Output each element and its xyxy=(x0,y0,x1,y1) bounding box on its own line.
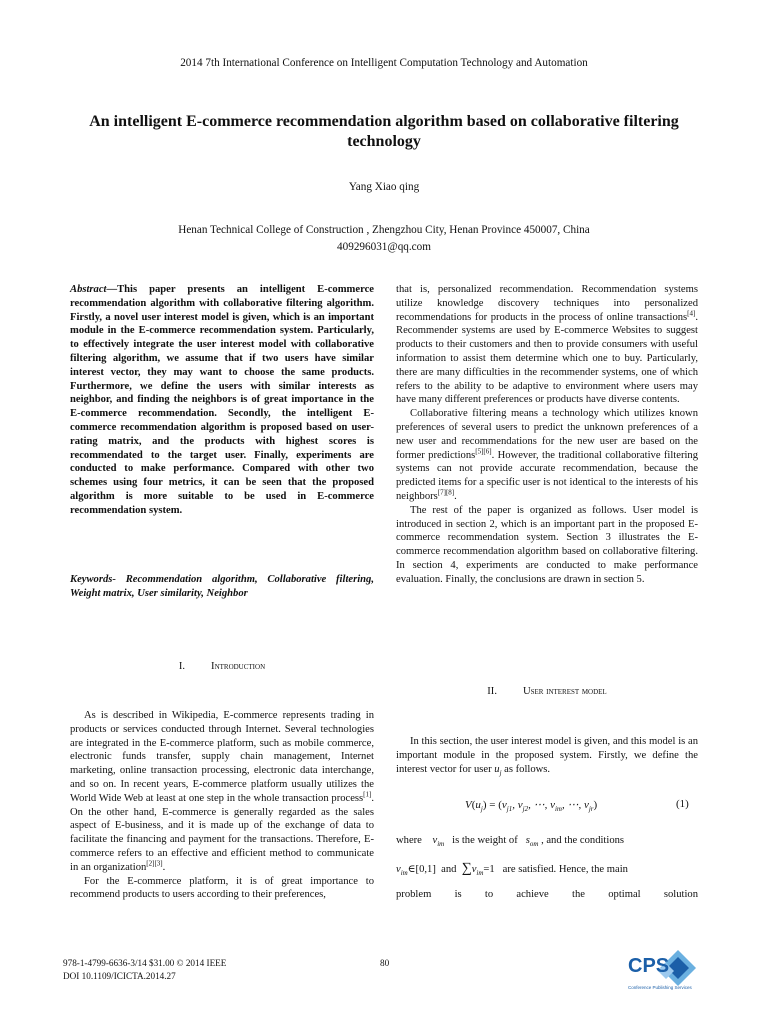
isbn-line: 978-1-4799-6636-3/14 $31.00 © 2014 IEEE xyxy=(63,958,227,968)
abstract xyxy=(70,283,374,518)
right-paragraph-2: Collaborative filtering means a technology which utilizes known preferences of several users to predict the unknown preferences of a new user and recommendations for the new user are based on the former predictions[5][6]. However, the traditional collaborative filtering systems can not provide accurate recommendation, because the predicted items for a specific user is not identical to the interests of his neighbors[7][8]. xyxy=(396,408,699,502)
email: 409296031@qq.com xyxy=(337,241,431,253)
intro-paragraph-1: As is described in Wikipedia, E-commerce represents trading in products or services conducted through Internet. Several technologies are integrated in the E-commerce platform, such as mobile commerce, electronic funds transfer, supply chain management, Internet marketing, online transaction processing, electronic data interchange, and so on. In recent years, E-commerce platform usually utilizes the World Wide Web at least at one step in the whole transaction process[1]. On the other hand, E-commerce is generally regarded as the sales aspect of E-business, and it is made up of the exchange of data to facilitate the financing and payment for the transactions. Therefore, E-commerce refers to an effective and efficient method to communicate in an organization[2][3]. xyxy=(70,710,374,873)
keywords: Keywords- Recommendation algorithm, Collaborative filtering, Weight matrix, User similarity, Neighbor xyxy=(70,574,374,599)
footer-left xyxy=(63,957,226,983)
section-number: I. xyxy=(178,661,186,672)
section-title: User interest model xyxy=(522,686,607,697)
right-paragraph-3: The rest of the paper is organized as follows. User model is introduced in section 2, which is an important part in the proposed E-commerce recommendation system. Section 3 illustrates the E-commerce recommendation algorithm based on collaborative filtering. In section 4, experiments are conducted to make performance evaluation. Finally, the conclusions are drawn in section 5. xyxy=(396,504,698,585)
author: Yang Xiao qing xyxy=(348,181,420,193)
section-heading-user-interest-model xyxy=(396,686,698,697)
abstract-label: Abstract xyxy=(70,284,107,295)
equation-explanation-line-3: problem is to achieve the optimal solution xyxy=(396,889,698,900)
section-title: Introduction xyxy=(211,661,266,672)
intro-paragraph-2: For the E-commerce platform, it is of great importance to recommend products to users according to their preferences, xyxy=(70,875,374,901)
cps-logo-subtitle: Conference Publishing Services xyxy=(628,985,692,990)
user-model-paragraph: In this section, the user interest model is given, and this model is an important module in the proposed system. Firstly, we define the interest vector for user $u_j$ as follows. xyxy=(396,736,698,777)
cps-logo-text: CPS xyxy=(628,955,670,977)
cps-logo xyxy=(626,947,706,997)
paper-title: An intelligent E-commerce recommendation algorithm based on collaborative filtering technology xyxy=(89,113,679,150)
right-paragraph-1: that is, personalized recommendation. Recommendation systems utilize knowledge discovery techniques into personalized recommendations for products in the process of online transactions[4]. Recommender systems are used by E-commerce Websites to suggest products to their customers and then to provide consumers with useful information to assist them determine which one to buy. Particularly, there are many difficulties in the recommender systems, one of which refers to the ability to be adaptive to environment where users may have many different preferences or products have diverse contents. xyxy=(396,284,698,406)
equation-number: (1) xyxy=(676,798,689,810)
affiliation-block xyxy=(0,222,768,256)
section-heading-introduction xyxy=(70,661,374,672)
introduction-body xyxy=(70,709,374,902)
equation-explanation-line-2: $v_{im}\in[0,1]$ and $\sum v_{im}=1$ are satisfied. Hence, the main xyxy=(396,861,628,878)
doi-line: DOI 10.1109/ICICTA.2014.27 xyxy=(63,971,176,981)
affiliation: Henan Technical College of Construction , Zhengzhou City, Henan Province 450007, China xyxy=(178,224,590,236)
conference-header: 2014 7th International Conference on Intelligent Computation Technology and Automation xyxy=(180,57,588,69)
right-column-body xyxy=(396,283,698,587)
section-number: II. xyxy=(487,686,497,697)
equation-1: $V(u_j) = (v_{j1}$, $v_{j2}$, ⋯, $v_{im}$, ⋯, $v_{jr}$) xyxy=(465,799,598,814)
equation-explanation-line-1: where $v_{im}$ is the weight of $s_{om}$ , and the conditions xyxy=(396,835,625,849)
abstract-text: —This paper presents an intelligent E-commerce recommendation algorithm with collaborative filtering algorithm. Firstly, a novel user interest model is given, which is an important module in the E-commerce recommendation system. Particularly, to effectively integrate the user interest model with collaborative filtering algorithm, we assume that if two users have similar interest vector, they may want to choose the same products. Furthermore, we define the users with similar interests as neighbor, and finding the neighbors is of great importance in the E-commerce recommendation. Secondly, the intelligent E-commerce recommendation algorithm is proposed based on user-rating matrix, and the products with highest scores is recommendated to the target user. Finally, experiments are conducted to make performance. Compared with other two schemes using four metrics, it can be seen that the proposed algorithm is more suitable to be used in E-commerce recommendation system. xyxy=(70,284,374,516)
page-number: 80 xyxy=(380,958,390,968)
